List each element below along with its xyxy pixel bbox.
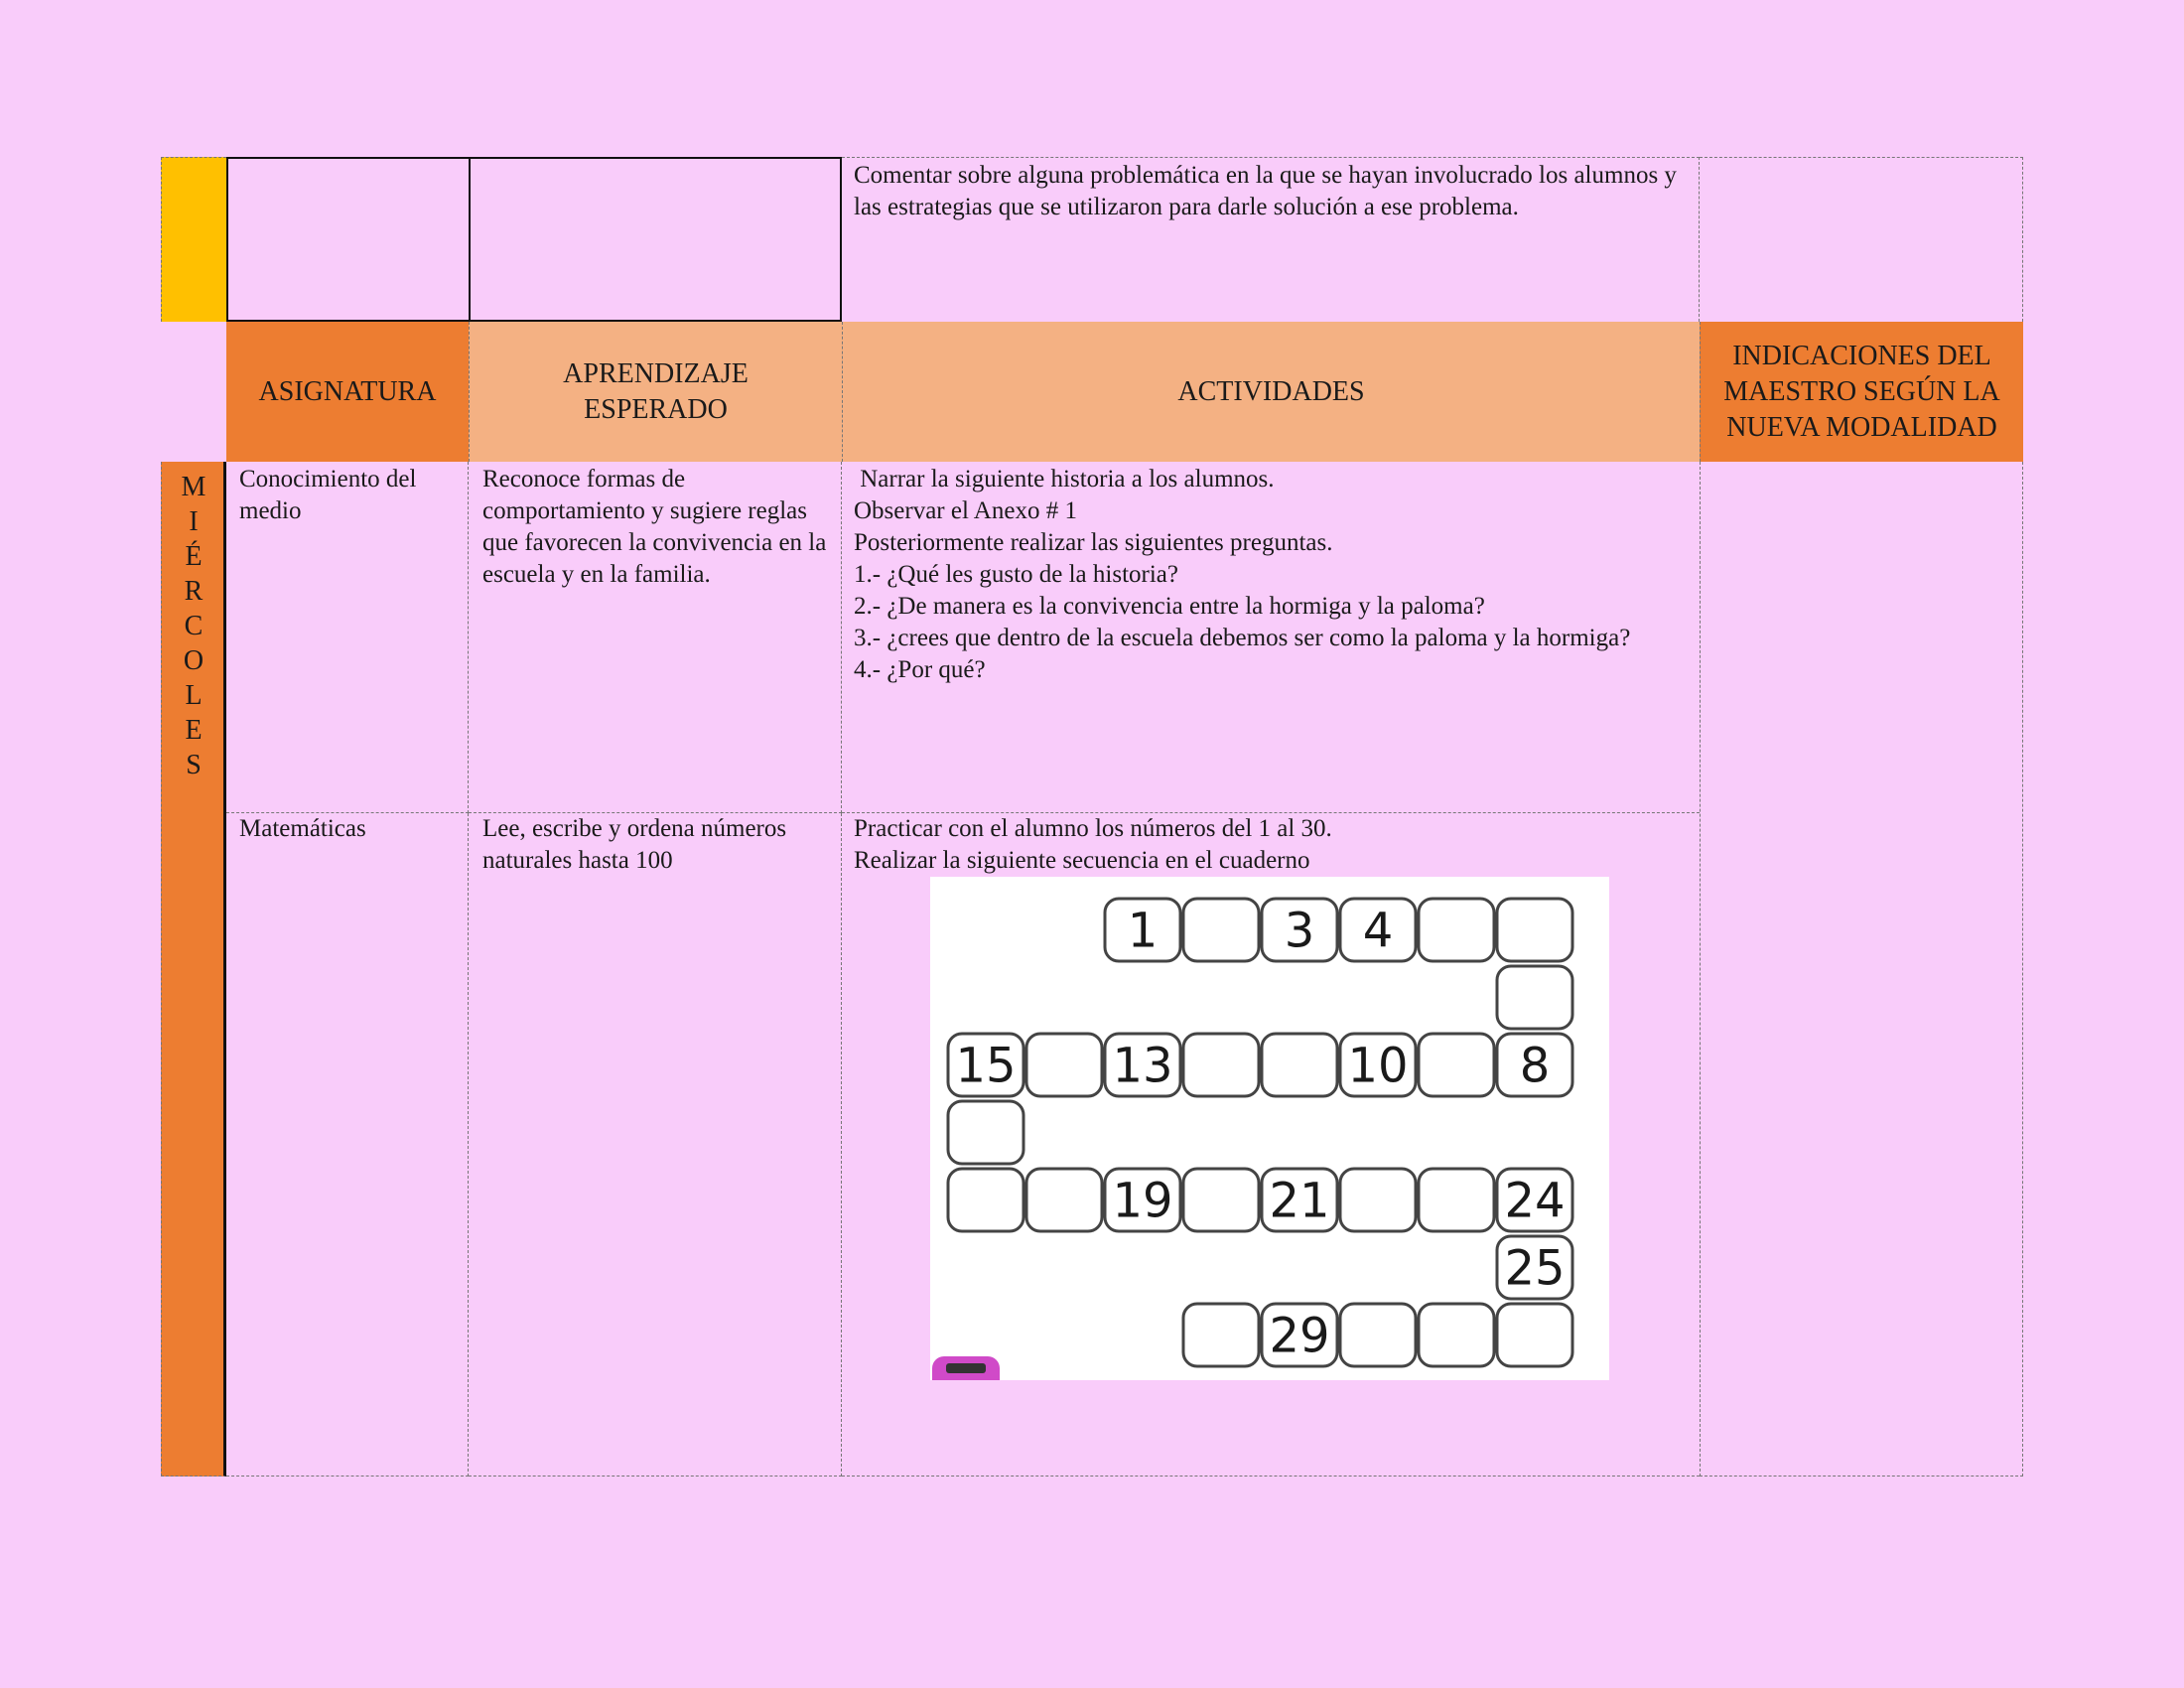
row2-activities-list: [854, 813, 1684, 877]
sequence-box: [948, 1101, 1024, 1164]
day-letter: C: [184, 611, 204, 641]
activity-line: Realizar la siguiente secuencia en el cuaderno: [854, 847, 1310, 874]
corner-logo-icon: [932, 1356, 1000, 1380]
sequence-box: [1105, 1034, 1180, 1096]
header-activities: [842, 322, 1700, 462]
sequence-number: 21: [1269, 1173, 1330, 1229]
row2-subject-cell: [226, 813, 469, 1477]
empty-learning-cell: [469, 157, 842, 322]
top-indications-cell: [1700, 157, 2023, 322]
sequence-box: [1340, 1304, 1416, 1366]
row1-learning: Reconoce formas de comportamiento y sugiere reglas que favorecen la convivencia en la escuela y en la familia.: [482, 466, 827, 588]
sequence-box: [1105, 1169, 1180, 1231]
sequence-number: 29: [1269, 1308, 1330, 1364]
day-letter: I: [189, 506, 199, 537]
header-indications-label: INDICACIONES DEL MAESTRO SEGÚN LA NUEVA MODALIDAD: [1723, 340, 2000, 443]
row2-learning-cell: [469, 813, 842, 1477]
sequence-box: [1497, 1169, 1572, 1231]
top-activity-cell: [842, 157, 1700, 322]
day-letter: É: [185, 541, 203, 572]
sequence-number: 25: [1504, 1240, 1566, 1297]
sequence-box: [1340, 1169, 1416, 1231]
sequence-box: [1340, 899, 1416, 961]
indications-cell: [1700, 462, 2023, 1477]
sequence-box: [1183, 1304, 1259, 1366]
top-activity-text: Comentar sobre alguna problemática en la que se hayan involucrado los alumnos y las estrategias que se utilizaron para darle solución a ese problema.: [854, 162, 1677, 220]
day-letter: L: [185, 680, 203, 711]
row2-subject: Matemáticas: [239, 815, 366, 842]
sequence-box: [948, 1169, 1024, 1231]
day-letter: E: [185, 715, 203, 746]
day-letter: R: [184, 576, 204, 607]
row2-learning: Lee, escribe y ordena números naturales hasta 100: [482, 815, 787, 874]
sequence-box: [1497, 1304, 1572, 1366]
sequence-number: 8: [1519, 1038, 1551, 1094]
activity-line: Practicar con el alumno los números del 1 al 30.: [854, 815, 1332, 842]
sequence-box: [1026, 1034, 1102, 1096]
activity-line: Observar el Anexo # 1: [854, 497, 1077, 524]
row1-activities-list: [854, 464, 1684, 686]
row1-activities-cell: [842, 462, 1700, 813]
header-indications: [1700, 322, 2023, 462]
day-letter: S: [186, 750, 202, 780]
header-learning: [469, 322, 842, 462]
activity-line: 1.- ¿Qué les gusto de la historia?: [854, 561, 1178, 588]
sequence-number: 13: [1112, 1038, 1173, 1094]
sequence-box: [1497, 966, 1572, 1029]
sequence-box: [1497, 1236, 1572, 1299]
sequence-box: [1262, 1304, 1337, 1366]
sequence-box: [1419, 1034, 1494, 1096]
number-sequence-image: [930, 877, 1609, 1380]
sequence-box: [1183, 1034, 1259, 1096]
sequence-box: [1497, 1034, 1572, 1096]
activity-line: Posteriormente realizar las siguientes preguntas.: [854, 529, 1333, 556]
sequence-number: 3: [1284, 903, 1315, 959]
empty-subject-cell: [226, 157, 471, 322]
sequence-number: 24: [1504, 1173, 1566, 1229]
sequence-box: [1419, 1169, 1494, 1231]
header-learning-label: APRENDIZAJE ESPERADO: [563, 357, 749, 425]
header-activities-label: ACTIVIDADES: [1177, 375, 1365, 407]
activity-line: 4.- ¿Por qué?: [854, 656, 986, 683]
sequence-box: [1497, 899, 1572, 961]
day-color-strip-top: [161, 157, 226, 322]
sequence-box: [1262, 1169, 1337, 1231]
day-letter: O: [183, 645, 205, 676]
sequence-number: 15: [955, 1038, 1017, 1094]
sequence-box: [1340, 1034, 1416, 1096]
number-sequence-grid: [930, 877, 1609, 1380]
sequence-box: [1262, 1034, 1337, 1096]
day-column: [161, 462, 226, 1477]
sequence-box: [1262, 899, 1337, 961]
row1-subject-cell: [226, 462, 469, 813]
sequence-number: 19: [1112, 1173, 1173, 1229]
sequence-box: [1026, 1169, 1102, 1231]
activity-line: Narrar la siguiente historia a los alumnos.: [854, 466, 1275, 492]
row1-learning-cell: [469, 462, 842, 813]
sequence-box: [1419, 899, 1494, 961]
sequence-box: [1105, 899, 1180, 961]
header-subject: [226, 322, 469, 462]
sequence-box: [948, 1034, 1024, 1096]
header-subject-label: ASIGNATURA: [258, 375, 437, 407]
sequence-number: 10: [1347, 1038, 1409, 1094]
sequence-box: [1183, 899, 1259, 961]
activity-line: 3.- ¿crees que dentro de la escuela debemos ser como la paloma y la hormiga?: [854, 625, 1631, 651]
row1-subject: Conocimiento del medio: [239, 466, 417, 524]
sequence-box: [1183, 1169, 1259, 1231]
day-letter: M: [181, 472, 206, 502]
sequence-number: 4: [1362, 903, 1394, 959]
sequence-box: [1419, 1304, 1494, 1366]
activity-line: 2.- ¿De manera es la convivencia entre la hormiga y la paloma?: [854, 593, 1485, 620]
sequence-number: 1: [1127, 903, 1159, 959]
